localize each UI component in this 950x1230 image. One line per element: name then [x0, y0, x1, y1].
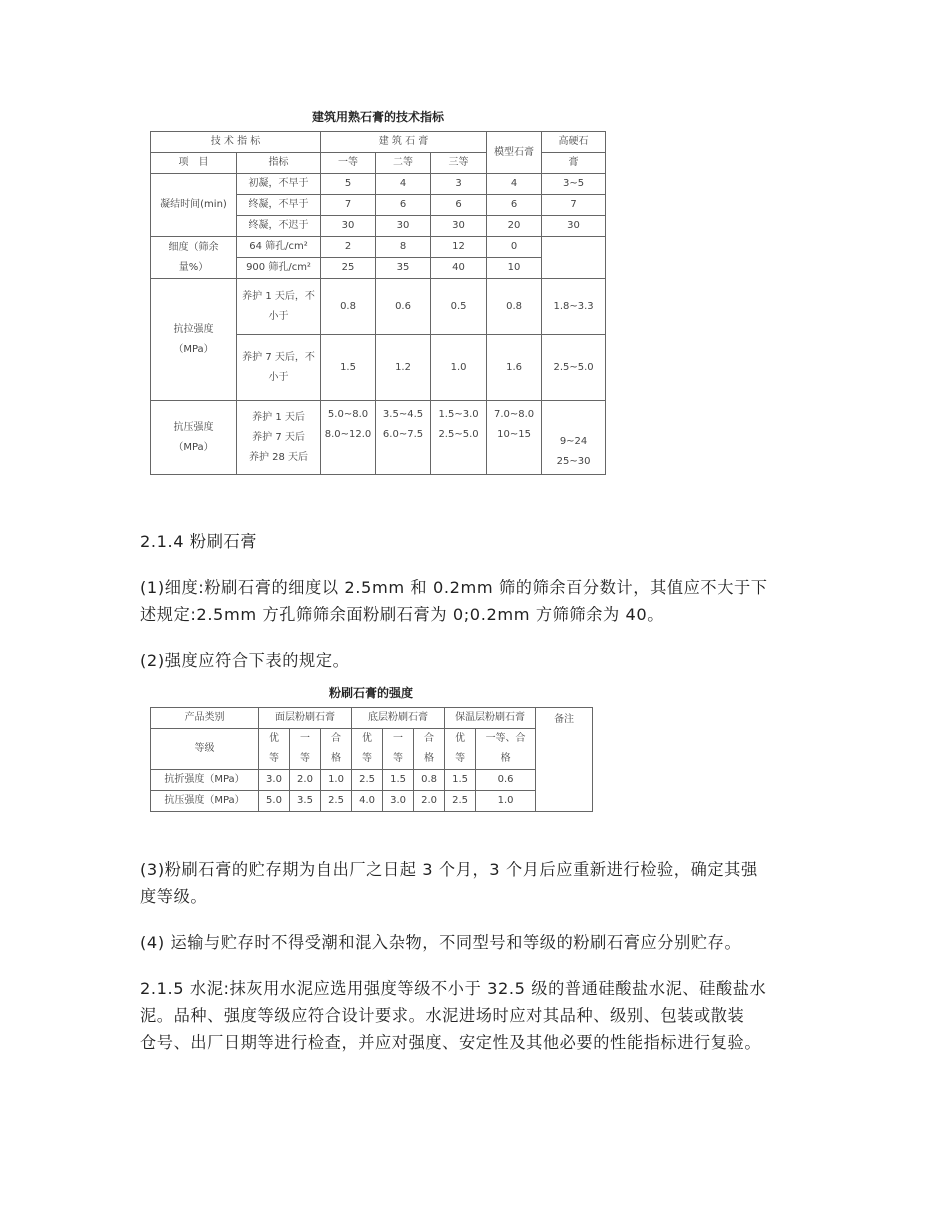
cell-line: 1.5~3.0	[438, 409, 479, 420]
cell: 1.6	[487, 335, 542, 401]
cell: 7	[542, 195, 606, 216]
header-cell	[476, 729, 536, 770]
header-cell	[259, 729, 290, 770]
cell: 终凝，不迟于	[237, 216, 321, 237]
paragraph-line: 度等级。	[140, 887, 208, 906]
cell: 2	[321, 237, 376, 258]
cell: 7	[321, 195, 376, 216]
paragraph-fineness	[140, 574, 812, 628]
header-cell: 技 术 指 标	[151, 132, 321, 153]
cell: 40	[431, 258, 487, 279]
cell: 3.0	[383, 791, 414, 812]
header-cell: 建 筑 石 膏	[321, 132, 487, 153]
cell-line: 10~15	[497, 429, 531, 440]
table-row	[151, 729, 593, 770]
row-label: 凝结时间(min)	[151, 174, 237, 237]
cell-line: 养护 7 天后，不	[242, 351, 315, 363]
cell-line: 格	[500, 753, 511, 764]
cell	[237, 335, 321, 401]
heading-text: 2.1.4 粉刷石膏	[140, 532, 258, 551]
cell-line: 格	[424, 753, 435, 764]
cell-line: 等	[269, 753, 279, 764]
cell: 12	[431, 237, 487, 258]
cell: 5.0	[259, 791, 290, 812]
header-cell: 项 目	[151, 153, 237, 174]
cell: 1.5	[383, 770, 414, 791]
row-label-line: 抗压强度	[173, 421, 214, 433]
cell: 4	[487, 174, 542, 195]
cell-line: 养护 7 天后	[252, 431, 305, 443]
cell: 25	[321, 258, 376, 279]
cell: 6	[376, 195, 431, 216]
cell-line: 一	[393, 733, 404, 744]
header-cell: 产品类别	[151, 708, 259, 729]
row-label-line: 细度（筛余	[168, 241, 219, 253]
cell: 2.0	[290, 770, 321, 791]
cell: 0	[487, 237, 542, 258]
paragraph-storage-period	[140, 856, 812, 910]
cell: 20	[487, 216, 542, 237]
cell-line: 等	[455, 753, 466, 764]
header-cell: 高硬石	[542, 132, 606, 153]
cell: 4	[376, 174, 431, 195]
row-label	[151, 401, 237, 475]
cell: 2.5	[321, 791, 352, 812]
cell: 3.0	[259, 770, 290, 791]
cell-line: 养护 28 天后	[248, 451, 309, 463]
table-plaster-strength	[150, 707, 593, 812]
cell: 1.0	[476, 791, 536, 812]
cell: 3~5	[542, 174, 606, 195]
cell-line: 一	[300, 733, 310, 744]
cell: 30	[542, 216, 606, 237]
cell-line: 等	[362, 753, 373, 764]
cell-line: 养护 1 天后	[252, 411, 305, 423]
cell: 0.8	[487, 279, 542, 335]
paragraph-line: (3)粉刷石膏的贮存期为自出厂之日起 3 个月，3 个月后应重新进行检验，确定其强	[140, 860, 758, 879]
cell: 30	[321, 216, 376, 237]
cell: 2.5	[445, 791, 476, 812]
cell-line: 合	[331, 733, 342, 744]
cell-line: 5.0~8.0	[327, 409, 369, 420]
header-cell	[445, 729, 476, 770]
cell-line: 9~24	[559, 436, 588, 447]
cell	[237, 279, 321, 335]
cell: 1.0	[431, 335, 487, 401]
table-row	[151, 132, 606, 153]
row-label	[151, 279, 237, 401]
figure1-title: 建筑用熟石膏的技术指标	[311, 110, 444, 124]
cell: 0.8	[321, 279, 376, 335]
figure-gypsum-technical-indicators	[150, 108, 606, 475]
cell: 2.0	[414, 791, 445, 812]
cell-line: 一等、合	[485, 733, 526, 744]
table-technical-indicators	[150, 131, 606, 475]
header-cell: 底层粉刷石膏	[352, 708, 445, 729]
cell-line: 2.5~5.0	[438, 429, 479, 440]
cell	[542, 401, 606, 475]
header-cell: 一等	[321, 153, 376, 174]
header-cell: 指标	[237, 153, 321, 174]
table-row	[151, 770, 593, 791]
table-row	[151, 401, 606, 475]
table-row	[151, 237, 606, 258]
cell: 2.5	[352, 770, 383, 791]
header-cell: 模型石膏	[487, 132, 542, 174]
cell-line: 优	[455, 733, 466, 744]
cell: 0.6	[376, 279, 431, 335]
cell	[321, 401, 376, 475]
cell-line: 格	[331, 753, 342, 764]
paragraph-cement	[140, 975, 812, 1056]
paragraph-transport	[140, 929, 812, 956]
row-label-line: 量%）	[178, 261, 209, 273]
paragraph-strength	[140, 647, 812, 674]
cell: 1.2	[376, 335, 431, 401]
row-label-line: （MPa）	[173, 343, 214, 355]
cell: 6	[487, 195, 542, 216]
paragraph-line: (4) 运输与贮存时不得受潮和混入杂物，不同型号和等级的粉刷石膏应分别贮存。	[140, 933, 742, 952]
header-cell: 膏	[542, 153, 606, 174]
paragraph-line: 述规定:2.5mm 方孔筛筛余面粉刷石膏为 0;0.2mm 方筛筛余为 40。	[140, 605, 665, 624]
figure-plaster-strength	[150, 684, 592, 812]
cell: 3.5	[290, 791, 321, 812]
cell: 0.8	[414, 770, 445, 791]
paragraph-line: 仓号、出厂日期等进行检查，并应对强度、安定性及其他必要的性能指标进行复验。	[140, 1033, 762, 1052]
header-cell: 面层粉刷石膏	[259, 708, 352, 729]
cell-line: 小于	[268, 371, 289, 383]
header-cell	[414, 729, 445, 770]
paragraph-line: (2)强度应符合下表的规定。	[140, 651, 350, 670]
cell: 5	[321, 174, 376, 195]
cell: 1.0	[321, 770, 352, 791]
cell: 64 筛孔/cm²	[237, 237, 321, 258]
cell	[542, 237, 606, 279]
paragraph-line: (1)细度:粉刷石膏的细度以 2.5mm 和 0.2mm 筛的筛余百分数计，其值应不大于下	[140, 578, 768, 597]
cell-line: 优	[362, 733, 373, 744]
header-cell	[290, 729, 321, 770]
cell-line: 合	[424, 733, 435, 744]
cell: 3	[431, 174, 487, 195]
cell: 1.5	[445, 770, 476, 791]
cell: 6	[431, 195, 487, 216]
cell: 1.5	[321, 335, 376, 401]
row-label: 抗折强度（MPa）	[151, 770, 259, 791]
cell: 30	[431, 216, 487, 237]
cell: 4.0	[352, 791, 383, 812]
cell-line: 等	[393, 753, 404, 764]
cell-line: 小于	[268, 310, 289, 322]
table-row	[151, 174, 606, 195]
cell: 0.6	[476, 770, 536, 791]
cell: 0.5	[431, 279, 487, 335]
header-cell	[536, 708, 593, 812]
row-label	[151, 237, 237, 279]
table-row	[151, 279, 606, 335]
cell-line: 优	[269, 733, 279, 744]
cell: 初凝，不早于	[237, 174, 321, 195]
table-row	[151, 708, 593, 729]
cell: 900 筛孔/cm²	[237, 258, 321, 279]
cell: 10	[487, 258, 542, 279]
cell: 1.8~3.3	[542, 279, 606, 335]
cell-line: 25~30	[556, 456, 591, 467]
header-cell	[321, 729, 352, 770]
cell-line: 6.0~7.5	[382, 429, 424, 440]
cell: 35	[376, 258, 431, 279]
header-cell: 三等	[431, 153, 487, 174]
figure2-title: 粉刷石膏的强度	[328, 686, 413, 700]
paragraph-line: 2.1.5 水泥:抹灰用水泥应选用强度等级不小于 32.5 级的普通硅酸盐水泥、硅酸盐水	[140, 979, 767, 998]
cell	[431, 401, 487, 475]
cell: 终凝，不早于	[237, 195, 321, 216]
cell-line: 7.0~8.0	[493, 409, 535, 420]
cell: 8	[376, 237, 431, 258]
row-label-line: 抗拉强度	[173, 323, 214, 335]
remarks-label: 备注	[554, 714, 575, 725]
paragraph-line: 泥。品种、强度等级应符合设计要求。水泥进场时应对其品种、级别、包装或散装	[140, 1006, 745, 1025]
header-cell	[383, 729, 414, 770]
row-label-line: （MPa）	[173, 441, 214, 453]
header-cell	[352, 729, 383, 770]
cell	[487, 401, 542, 475]
section-heading-2-1-4	[140, 528, 812, 555]
cell-line: 养护 1 天后，不	[242, 290, 315, 302]
cell	[237, 401, 321, 475]
header-cell: 等级	[151, 729, 259, 770]
table-row	[151, 791, 593, 812]
cell: 30	[376, 216, 431, 237]
cell-line: 8.0~12.0	[324, 429, 372, 440]
cell-line: 等	[300, 753, 310, 764]
cell: 2.5~5.0	[542, 335, 606, 401]
header-cell: 保温层粉刷石膏	[445, 708, 536, 729]
header-cell: 二等	[376, 153, 431, 174]
cell-line: 3.5~4.5	[382, 409, 424, 420]
row-label: 抗压强度（MPa）	[151, 791, 259, 812]
cell	[376, 401, 431, 475]
